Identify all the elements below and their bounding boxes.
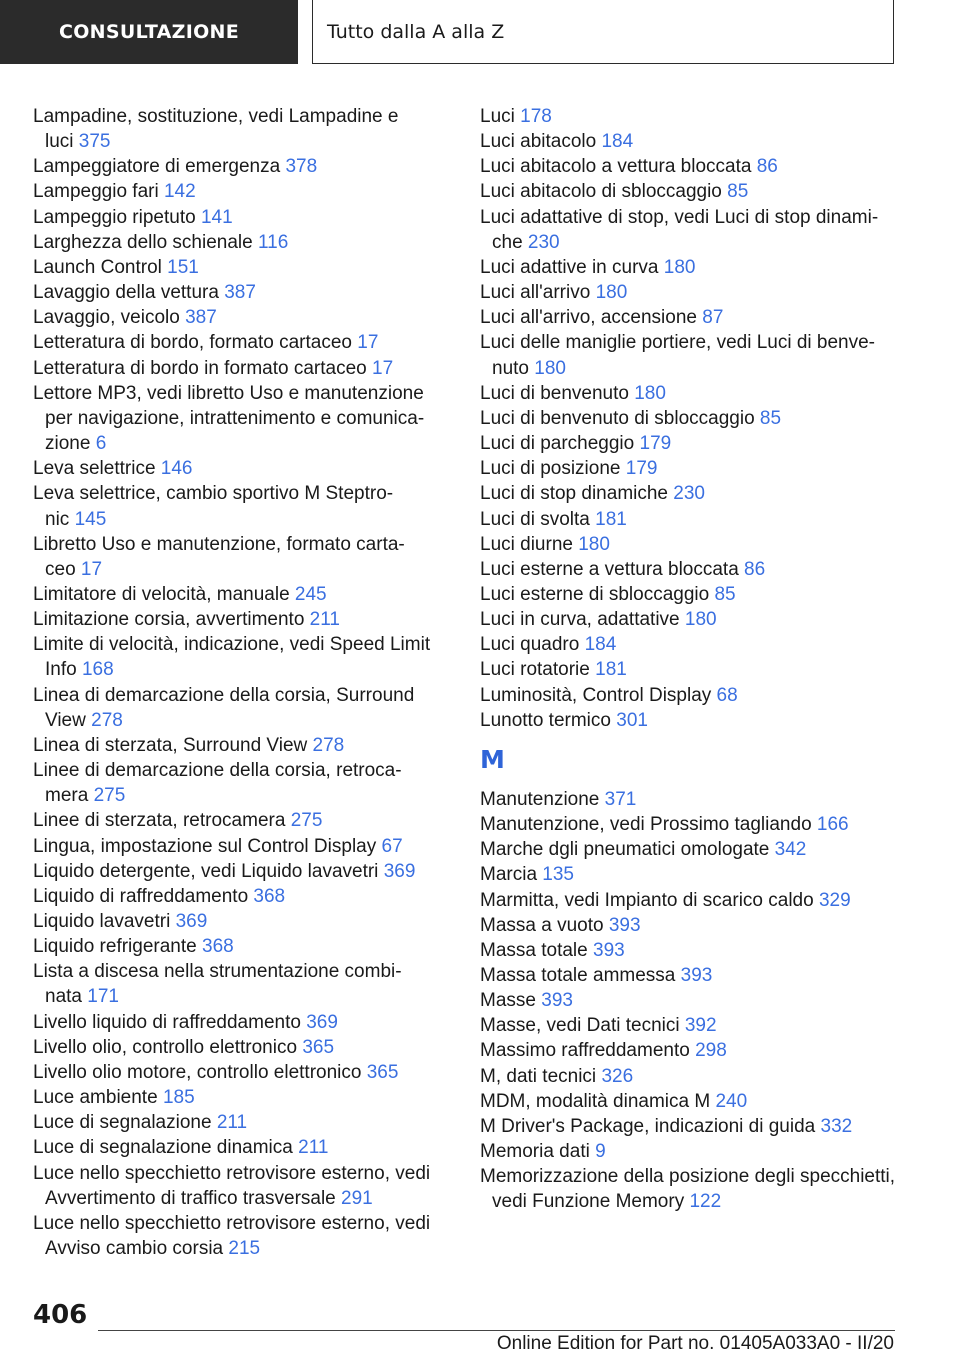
index-entry xyxy=(33,481,438,531)
entry-term-continuation: luci xyxy=(45,131,74,153)
entry-term: Luci rotatorie xyxy=(480,659,590,681)
entry-term: Livello liquido di raffreddamento xyxy=(33,1011,301,1033)
page-reference-link[interactable]: 240 xyxy=(715,1090,748,1112)
entry-term: Marmitta, vedi Impianto di scarico caldo xyxy=(480,889,814,911)
page-reference-link[interactable]: 211 xyxy=(216,1112,248,1134)
entry-term: Massa a vuoto xyxy=(480,914,604,936)
page-reference-link[interactable]: 368 xyxy=(253,885,286,907)
index-entry xyxy=(33,330,438,355)
index-entry xyxy=(480,913,900,938)
entry-term: Marche dgli pneumatici omologate xyxy=(480,839,770,861)
entry-term: Massa totale ammessa xyxy=(480,965,676,986)
entry-term: Luci adattive in curva xyxy=(480,256,659,278)
index-entry xyxy=(33,733,438,758)
index-entry xyxy=(33,356,438,381)
entry-term: Luci adattative di stop, vedi Luci di stop dinami- xyxy=(480,206,879,228)
page-reference-link[interactable]: 369 xyxy=(383,860,416,882)
entry-term: Luci di stop dinamiche xyxy=(480,483,668,505)
entry-term: Letteratura di bordo in formato cartaceo xyxy=(33,357,367,379)
entry-term: Launch Control xyxy=(33,256,162,278)
page-reference-link[interactable]: 378 xyxy=(285,156,318,178)
entry-term-continuation: zione xyxy=(45,433,91,455)
entry-term: Liquido di raffreddamento xyxy=(33,885,249,907)
index-entry xyxy=(33,1060,438,1085)
page-reference-link[interactable]: 180 xyxy=(663,256,696,278)
entry-term-continuation: Avvertimento di traffico trasversale xyxy=(45,1187,336,1209)
page-reference-link[interactable]: 291 xyxy=(341,1187,373,1209)
page-reference-link[interactable]: 178 xyxy=(520,106,552,127)
index-entry xyxy=(480,582,900,607)
page-reference-link[interactable]: 9 xyxy=(595,1141,606,1163)
entry-term-continuation: nuto xyxy=(492,357,529,379)
index-entry xyxy=(480,330,900,380)
index-entry xyxy=(33,959,438,1009)
footer-divider xyxy=(98,1330,895,1331)
index-entry xyxy=(33,305,438,330)
entry-term: Libretto Uso e manutenzione, formato carta- xyxy=(33,533,405,555)
entry-term: Massa totale xyxy=(480,939,588,961)
index-column-left xyxy=(33,104,438,1261)
entry-term: Luci all'arrivo, accensione xyxy=(480,307,697,329)
page-reference-link[interactable]: 211 xyxy=(309,609,340,631)
index-entry xyxy=(480,431,900,456)
entry-term: Lampeggio fari xyxy=(33,181,159,203)
index-entry xyxy=(33,683,438,733)
entry-term: Masse xyxy=(480,990,536,1012)
entry-term: Livello olio motore, controllo elettronico xyxy=(33,1061,362,1083)
index-entry xyxy=(480,381,900,406)
index-entry xyxy=(33,582,438,607)
page-reference-link[interactable]: 142 xyxy=(163,181,196,203)
index-entry xyxy=(33,934,438,959)
entry-term: Limitazione corsia, avvertimento xyxy=(33,609,305,631)
entry-term: Lampeggio ripetuto xyxy=(33,206,196,228)
entry-term: Luci abitacolo xyxy=(480,131,597,153)
page-reference-link[interactable]: 369 xyxy=(175,911,208,932)
entry-term: Lavaggio, veicolo xyxy=(33,307,180,329)
entry-term: M, dati tecnici xyxy=(480,1065,597,1087)
index-entry xyxy=(33,230,438,255)
page-reference-link[interactable]: 68 xyxy=(716,684,738,706)
entry-term: Liquido detergente, vedi Liquido lavavetri xyxy=(33,860,379,882)
index-entry xyxy=(480,104,900,129)
index-entry xyxy=(33,632,438,682)
entry-term: Lunotto termico xyxy=(480,709,611,731)
entry-term-continuation: Info xyxy=(45,659,77,681)
page-reference-link[interactable]: 278 xyxy=(91,709,123,731)
entry-term: Luci delle maniglie portiere, vedi Luci di benve- xyxy=(480,332,876,354)
page-reference-link[interactable]: 185 xyxy=(162,1087,195,1109)
page-reference-link[interactable]: 365 xyxy=(366,1061,399,1083)
entry-term: Memoria dati xyxy=(480,1141,590,1163)
index-entry xyxy=(480,963,900,988)
index-entry xyxy=(480,632,900,657)
index-entry xyxy=(33,758,438,808)
index-entry xyxy=(480,255,900,280)
page-reference-link[interactable]: 278 xyxy=(312,734,345,756)
index-entry xyxy=(480,1114,900,1139)
page-number: 406 xyxy=(33,1300,88,1330)
entry-term: Luce nello specchietto retrovisore esterno, vedi xyxy=(33,1162,431,1184)
entry-term: Limite di velocità, indicazione, vedi Speed Limit xyxy=(33,634,431,656)
entry-term: Luci esterne a vettura bloccata xyxy=(480,558,739,580)
entry-term-continuation: nata xyxy=(45,986,82,1008)
entry-term: Luci di parcheggio xyxy=(480,433,635,455)
entry-term: Letteratura di bordo, formato cartaceo xyxy=(33,332,352,354)
index-entry xyxy=(33,532,438,582)
entry-term: MDM, modalità dinamica M xyxy=(480,1090,711,1112)
page-reference-link[interactable]: 371 xyxy=(604,788,637,810)
entry-term: Lampadine, sostituzione, vedi Lampadine e xyxy=(33,106,399,127)
index-entry xyxy=(33,205,438,230)
page-reference-link[interactable]: 275 xyxy=(93,785,126,807)
page-reference-link[interactable]: 116 xyxy=(258,231,289,253)
page-reference-link[interactable]: 141 xyxy=(200,206,233,228)
index-entry xyxy=(480,1089,900,1114)
index-entry xyxy=(33,280,438,305)
entry-term: Luci di benvenuto xyxy=(480,382,629,404)
page-reference-link[interactable]: 179 xyxy=(625,458,658,480)
page-reference-link[interactable]: 171 xyxy=(87,986,119,1008)
entry-term: Luci diurne xyxy=(480,533,573,555)
page-reference-link[interactable]: 301 xyxy=(616,709,648,731)
page-reference-link[interactable]: 230 xyxy=(527,231,560,253)
index-entry xyxy=(480,683,900,708)
page-reference-link[interactable]: 166 xyxy=(816,814,849,836)
index-entry xyxy=(480,1139,900,1164)
index-entry xyxy=(33,607,438,632)
entry-term: Linea di demarcazione della corsia, Surround xyxy=(33,684,415,706)
page-reference-link[interactable]: 122 xyxy=(689,1191,722,1213)
index-entry xyxy=(33,1161,438,1211)
index-column-right xyxy=(480,104,900,1215)
index-entry xyxy=(33,1211,438,1261)
page-reference-link[interactable]: 393 xyxy=(680,965,713,986)
index-entry xyxy=(480,1038,900,1063)
entry-term-continuation: mera xyxy=(45,785,89,807)
index-entry xyxy=(33,1085,438,1110)
page-reference-link[interactable]: 180 xyxy=(634,382,666,404)
entry-term: Luce di segnalazione dinamica xyxy=(33,1137,293,1159)
index-entry xyxy=(480,837,900,862)
entry-term-continuation: che xyxy=(492,231,523,253)
page-reference-link[interactable]: 329 xyxy=(818,889,851,911)
index-entry xyxy=(480,179,900,204)
index-entry xyxy=(480,280,900,305)
entry-term: Manutenzione xyxy=(480,788,600,810)
entry-term: Liquido refrigerante xyxy=(33,936,197,958)
page-reference-link[interactable]: 180 xyxy=(595,282,628,304)
entry-term: Leva selettrice, cambio sportivo M Steptro- xyxy=(33,483,394,505)
page-reference-link[interactable]: 67 xyxy=(381,835,403,857)
entry-term: Livello olio, controllo elettronico xyxy=(33,1036,298,1058)
index-entry xyxy=(33,808,438,833)
entry-term: Memorizzazione della posizione degli specchietti, xyxy=(480,1166,896,1188)
entry-term: Limitatore di velocità, manuale xyxy=(33,583,290,605)
index-entry xyxy=(33,909,438,934)
entry-term: Luci di posizione xyxy=(480,458,621,480)
page-reference-link[interactable]: 17 xyxy=(80,558,103,580)
entry-term: Marcia xyxy=(480,864,538,886)
page-reference-link[interactable]: 85 xyxy=(727,181,749,203)
page-reference-link[interactable]: 85 xyxy=(714,583,736,605)
entry-term-continuation: vedi Funzione Memory xyxy=(492,1191,685,1213)
index-entry xyxy=(480,532,900,557)
page-reference-link[interactable]: 387 xyxy=(185,307,217,329)
index-entry xyxy=(480,456,900,481)
entry-term: Lettore MP3, vedi libretto Uso e manutenzione xyxy=(33,382,424,404)
index-entry xyxy=(33,381,438,456)
entry-term: Luci quadro xyxy=(480,634,580,656)
entry-term: Masse, vedi Dati tecnici xyxy=(480,1015,680,1037)
index-entry xyxy=(480,812,900,837)
entry-term: Luci in curva, adattative xyxy=(480,609,680,631)
index-entry xyxy=(480,787,900,812)
index-entry xyxy=(33,834,438,859)
page-reference-link[interactable]: 180 xyxy=(684,609,717,631)
page-reference-link[interactable]: 17 xyxy=(357,332,379,354)
index-entry xyxy=(480,938,900,963)
page-reference-link[interactable]: 135 xyxy=(542,864,574,886)
index-entry xyxy=(33,1110,438,1135)
page-reference-link[interactable]: 369 xyxy=(306,1011,338,1033)
index-entry xyxy=(480,557,900,582)
index-entry xyxy=(480,607,900,632)
entry-term: Linea di sterzata, Surround View xyxy=(33,734,308,756)
index-entry xyxy=(480,129,900,154)
page-reference-link[interactable]: 6 xyxy=(95,433,107,455)
page-reference-link[interactable]: 184 xyxy=(601,131,634,153)
index-entry xyxy=(480,1164,900,1214)
page-reference-link[interactable]: 211 xyxy=(298,1137,329,1159)
page-reference-link[interactable]: 332 xyxy=(820,1115,853,1137)
entry-term: Lingua, impostazione sul Control Display xyxy=(33,835,377,857)
page-reference-link[interactable]: 180 xyxy=(534,357,566,379)
page-reference-link[interactable]: 368 xyxy=(202,936,234,958)
page-reference-link[interactable]: 146 xyxy=(160,458,193,480)
page-reference-link[interactable]: 392 xyxy=(684,1015,717,1037)
page-reference-link[interactable]: 245 xyxy=(294,583,327,605)
page-reference-link[interactable]: 181 xyxy=(595,508,627,530)
entry-term: Linee di sterzata, retrocamera xyxy=(33,810,286,832)
entry-term: Lista a discesa nella strumentazione combi- xyxy=(33,961,402,983)
entry-term: Luce di segnalazione xyxy=(33,1112,212,1134)
index-entry xyxy=(33,154,438,179)
entry-term-continuation: nic xyxy=(45,508,70,530)
index-entry xyxy=(480,205,900,255)
entry-term: Leva selettrice xyxy=(33,458,156,480)
index-entry xyxy=(480,406,900,431)
index-entry xyxy=(33,255,438,280)
entry-term-continuation: Avviso cambio corsia xyxy=(45,1238,224,1260)
page-reference-link[interactable]: 342 xyxy=(774,839,807,861)
entry-term: Lavaggio della vettura xyxy=(33,282,219,304)
entry-term-continuation: per navigazione, intrattenimento e comunica- xyxy=(45,407,425,429)
page-reference-link[interactable]: 375 xyxy=(78,131,111,153)
page-reference-link[interactable]: 180 xyxy=(578,533,610,555)
page-reference-link[interactable]: 215 xyxy=(228,1238,261,1260)
page-reference-link[interactable]: 151 xyxy=(167,256,199,278)
page-reference-link[interactable]: 393 xyxy=(593,939,625,961)
page-reference-link[interactable]: 184 xyxy=(584,634,617,656)
page-reference-link[interactable]: 326 xyxy=(601,1065,634,1087)
entry-term: Larghezza dello schienale xyxy=(33,231,253,253)
index-entry xyxy=(33,179,438,204)
index-entry xyxy=(480,1064,900,1089)
index-letter-heading: M xyxy=(480,744,505,774)
page-reference-link[interactable]: 393 xyxy=(608,914,641,936)
page-reference-link[interactable]: 275 xyxy=(290,810,323,832)
entry-term-continuation: View xyxy=(45,709,86,731)
page-title: Tutto dalla A alla Z xyxy=(312,0,894,64)
index-entry xyxy=(33,456,438,481)
page-reference-link[interactable]: 365 xyxy=(302,1036,335,1058)
page-reference-link[interactable]: 168 xyxy=(81,659,114,681)
entry-term: Liquido lavavetri xyxy=(33,911,171,932)
entry-term: Luci xyxy=(480,106,515,127)
entry-term: M Driver's Package, indicazioni di guida xyxy=(480,1115,816,1137)
page-reference-link[interactable]: 145 xyxy=(74,508,107,530)
footer-edition: Online Edition for Part no. 01405A033A0 - II/20 xyxy=(496,1333,894,1354)
index-entry xyxy=(480,305,900,330)
entry-term: Massimo raffreddamento xyxy=(480,1040,690,1062)
index-entry xyxy=(33,1010,438,1035)
entry-term: Luce ambiente xyxy=(33,1087,158,1109)
index-entry xyxy=(33,884,438,909)
entry-term: Luci all'arrivo xyxy=(480,282,591,304)
page-reference-link[interactable]: 393 xyxy=(541,990,573,1012)
page-reference-link[interactable]: 85 xyxy=(759,407,782,429)
index-entry xyxy=(480,988,900,1013)
page-reference-link[interactable]: 86 xyxy=(744,558,766,580)
section-tab: CONSULTAZIONE xyxy=(0,0,298,64)
index-entry xyxy=(480,154,900,179)
entry-term: Luci abitacolo a vettura bloccata xyxy=(480,156,752,178)
entry-term: Luci di benvenuto di sbloccaggio xyxy=(480,407,755,429)
page-reference-link[interactable]: 87 xyxy=(702,307,724,329)
entry-term: Linee di demarcazione della corsia, retroca- xyxy=(33,760,402,782)
entry-term: Lampeggiatore di emergenza xyxy=(33,156,281,178)
page-reference-link[interactable]: 86 xyxy=(756,156,778,178)
page-reference-link[interactable]: 181 xyxy=(595,659,627,681)
page-reference-link[interactable]: 387 xyxy=(224,282,256,304)
page-reference-link[interactable]: 17 xyxy=(372,357,394,379)
index-entry xyxy=(480,862,900,887)
index-entry xyxy=(33,1135,438,1160)
index-entry xyxy=(480,1013,900,1038)
index-entry xyxy=(480,708,900,733)
index-entry xyxy=(33,104,438,154)
index-entry xyxy=(33,859,438,884)
index-entry xyxy=(33,1035,438,1060)
entry-term: Luci esterne di sbloccaggio xyxy=(480,583,710,605)
page-reference-link[interactable]: 230 xyxy=(673,483,705,505)
entry-term-continuation: ceo xyxy=(45,558,76,580)
index-entry xyxy=(480,888,900,913)
index-entry xyxy=(480,481,900,506)
entry-term: Luce nello specchietto retrovisore esterno, vedi xyxy=(33,1212,431,1234)
entry-term: Manutenzione, vedi Prossimo tagliando xyxy=(480,814,812,836)
entry-term: Luci di svolta xyxy=(480,508,590,530)
page-reference-link[interactable]: 298 xyxy=(695,1040,727,1062)
index-entry xyxy=(480,507,900,532)
index-entry xyxy=(480,657,900,682)
page-reference-link[interactable]: 179 xyxy=(639,433,672,455)
entry-term: Luminosità, Control Display xyxy=(480,684,712,706)
entry-term: Luci abitacolo di sbloccaggio xyxy=(480,181,722,203)
